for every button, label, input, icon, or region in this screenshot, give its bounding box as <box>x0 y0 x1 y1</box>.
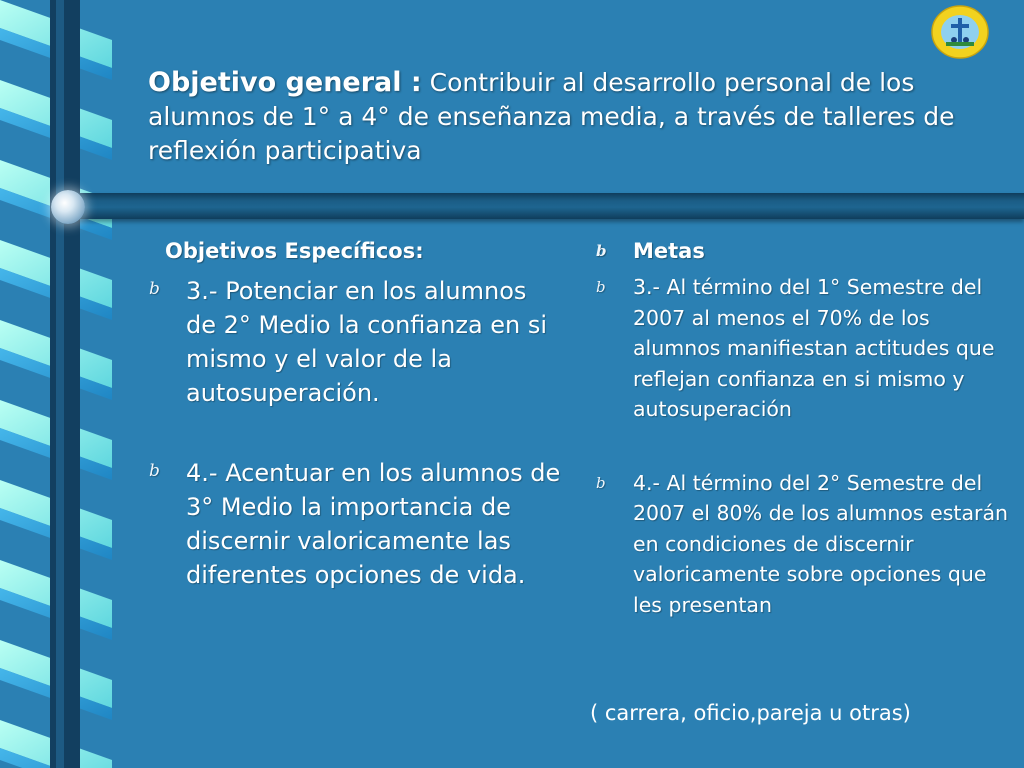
objective-text: 3.- Potenciar en los alumnos de 2° Medio la confianza en si mismo y el valor de la autosuperación. <box>186 277 548 407</box>
objectives-heading: Objetivos Específicos: <box>165 239 424 263</box>
title-text: Contribuir al desarrollo personal de los alumnos de 1° a 4° de enseñanza media, a través de talleres de reflexión participativa <box>148 68 955 165</box>
goal-note: ( carrera, oficio,pareja u otras) <box>590 701 911 725</box>
objective-item <box>143 274 563 410</box>
bullet-icon: b <box>596 473 606 492</box>
goal-text: 3.- Al término del 1° Semestre del 2007 al menos el 70% de los alumnos manifiestan actitudes que reflejan confianza en si mismo y autosuperación <box>633 275 995 421</box>
bullet-icon: b <box>149 279 160 299</box>
decorative-ribbon <box>0 0 112 768</box>
goal-text: 4.- Al término del 2° Semestre del 2007 el 80% de los alumnos estarán en condiciones de discernir valoricamente sobre opciones que les presentan <box>633 470 1008 617</box>
goals-heading: Metas <box>633 239 705 263</box>
school-logo-icon <box>930 4 990 60</box>
slide-title <box>148 66 1008 168</box>
goals-column <box>590 236 1010 725</box>
bullet-icon: b <box>596 242 607 260</box>
objectives-column <box>143 236 563 592</box>
goals-heading-item <box>590 236 1010 266</box>
objective-text: 4.- Acentuar en los alumnos de 3° Medio la importancia de discernir valoricamente las diferentes opciones de vida. <box>186 459 561 589</box>
title-divider-bar <box>60 193 1024 219</box>
goal-item <box>590 468 1010 621</box>
goal-item <box>590 272 1010 425</box>
bullet-icon: b <box>149 461 160 481</box>
title-lead: Objetivo general : <box>148 67 422 98</box>
bullet-icon: b <box>596 278 606 296</box>
objective-item <box>143 456 563 592</box>
divider-knob <box>51 190 85 224</box>
